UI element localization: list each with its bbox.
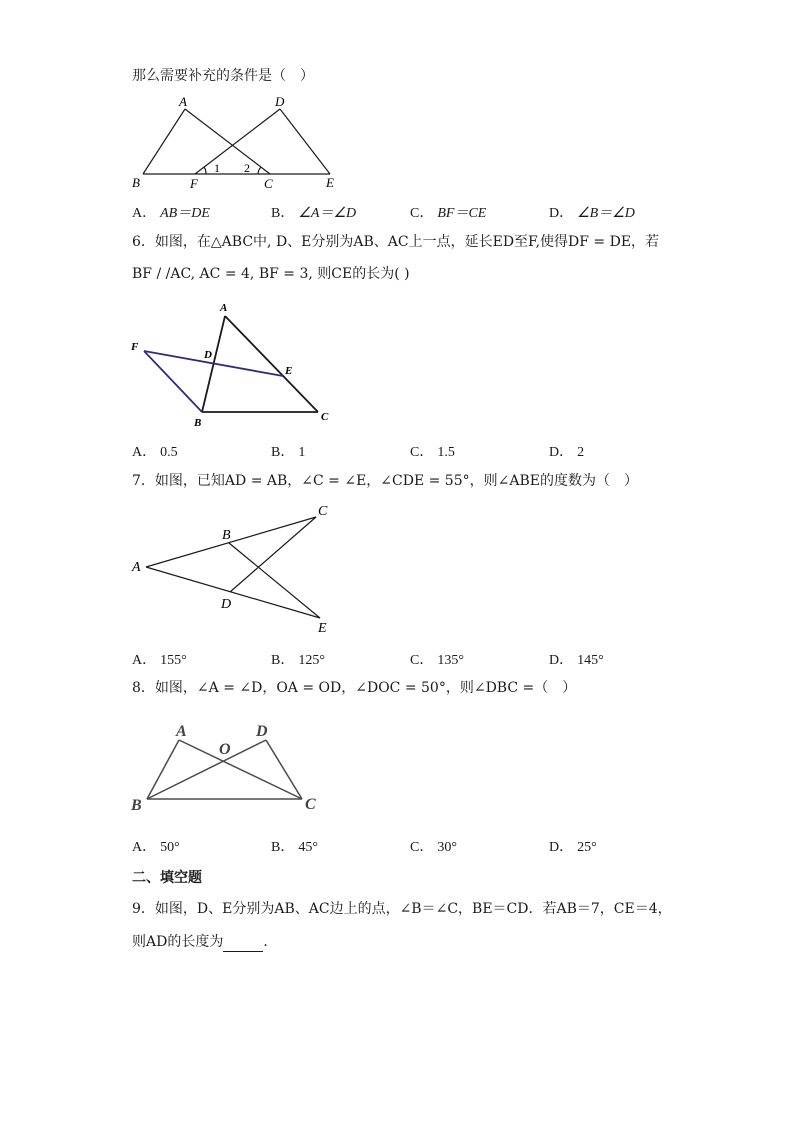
q5-label-A: A xyxy=(179,94,187,109)
q7-line-AC xyxy=(146,517,316,567)
q5-figure xyxy=(130,92,350,192)
q5-line-DE xyxy=(280,109,330,174)
q7-option-a[interactable]: A． 155° xyxy=(132,653,187,668)
q8-line-BD xyxy=(147,740,266,799)
q5-options xyxy=(132,202,692,222)
q9-line2-suffix: ． xyxy=(263,934,278,950)
q7-option-b[interactable]: B． 125° xyxy=(271,653,325,668)
q6-option-d[interactable]: D． 2 xyxy=(549,445,585,460)
q7-option-c[interactable]: C． 135° xyxy=(410,653,464,668)
q6-stem-line2: BF / /AC, AC = 4, BF = 3, 则CE的长为( ) xyxy=(132,266,410,282)
q6-label-C: C xyxy=(321,411,329,423)
q9-answer-blank[interactable] xyxy=(223,937,263,952)
q7-stem: 7．如图，已知AD = AB，∠C = ∠E，∠CDE = 55°，则∠ABE的度数为（ ） xyxy=(132,473,638,489)
q6-label-F: F xyxy=(131,341,139,353)
q5-label-angle1: 1 xyxy=(214,161,220,175)
q6-stem-line1: 6．如图，在△ABC中, D、E分别为AB、AC上一点，延长ED至F,使得DF = DE，若 xyxy=(132,234,660,250)
q5-stem: 那么需要补充的条件是（ ） xyxy=(132,68,314,84)
q8-stem: 8．如图，∠A = ∠D，OA = OD，∠DOC = 50°，则∠DBC =（ ） xyxy=(132,680,577,696)
q7-figure xyxy=(128,500,348,640)
q6-label-B: B xyxy=(194,417,202,429)
q9-stem-line2 xyxy=(132,932,277,952)
q8-label-B: B xyxy=(131,797,142,814)
q6-option-b[interactable]: B． 1 xyxy=(271,445,306,460)
q8-label-O: O xyxy=(219,741,231,758)
q8-figure xyxy=(128,714,328,818)
q8-options xyxy=(132,836,692,856)
q5-label-B: B xyxy=(132,175,140,190)
q9-stem-line1: 9．如图，D、E分别为AB、AC边上的点，∠B＝∠C，BE＝CD．若AB＝7，CE＝4， xyxy=(132,901,672,917)
q8-option-a[interactable]: A． 50° xyxy=(132,840,180,855)
q5-option-d[interactable]: D． ∠B＝∠D xyxy=(549,206,635,221)
q7-label-E: E xyxy=(318,621,327,636)
q7-label-C: C xyxy=(318,504,328,519)
q8-option-b[interactable]: B． 45° xyxy=(271,840,318,855)
section-title-fill-in: 二、填空题 xyxy=(132,870,202,886)
q7-label-A: A xyxy=(132,560,141,575)
q6-option-a[interactable]: A． 0.5 xyxy=(132,445,178,460)
q6-label-A: A xyxy=(220,302,228,314)
q7-label-B: B xyxy=(222,528,231,543)
q5-label-angle2: 2 xyxy=(244,161,250,175)
q5-line-BA xyxy=(143,109,185,174)
q6-label-D: D xyxy=(204,349,212,361)
q5-label-C: C xyxy=(264,176,273,191)
q7-label-D: D xyxy=(221,597,232,612)
q5-label-D: D xyxy=(275,94,285,109)
q8-label-C: C xyxy=(305,796,316,813)
q8-line-BA xyxy=(147,740,179,799)
q8-label-A: A xyxy=(176,723,187,740)
q6-option-c[interactable]: C． 1.5 xyxy=(410,445,455,460)
q5-option-b[interactable]: B． ∠A＝∠D xyxy=(271,206,357,221)
q7-options xyxy=(132,649,692,669)
q5-angle1-arc xyxy=(204,167,206,174)
q5-option-a[interactable]: A． AB＝DE xyxy=(132,206,210,221)
q5-angle2-arc xyxy=(258,167,261,174)
q6-label-E: E xyxy=(285,365,293,377)
q8-option-d[interactable]: D． 25° xyxy=(549,840,597,855)
q5-line-AC xyxy=(185,109,270,174)
q6-options xyxy=(132,441,692,461)
q5-label-F: F xyxy=(190,176,198,191)
q7-line-AE xyxy=(146,567,320,618)
q5-label-E: E xyxy=(326,175,334,190)
q5-option-c[interactable]: C． BF＝CE xyxy=(410,206,487,221)
q8-option-c[interactable]: C． 30° xyxy=(410,840,457,855)
q5-line-FD xyxy=(195,109,280,174)
q6-line-AC xyxy=(225,316,318,412)
q7-option-d[interactable]: D． 145° xyxy=(549,653,604,668)
q8-label-D: D xyxy=(256,723,268,740)
q9-line2-prefix: 则AD的长度为 xyxy=(132,934,224,950)
q6-figure xyxy=(128,296,338,432)
